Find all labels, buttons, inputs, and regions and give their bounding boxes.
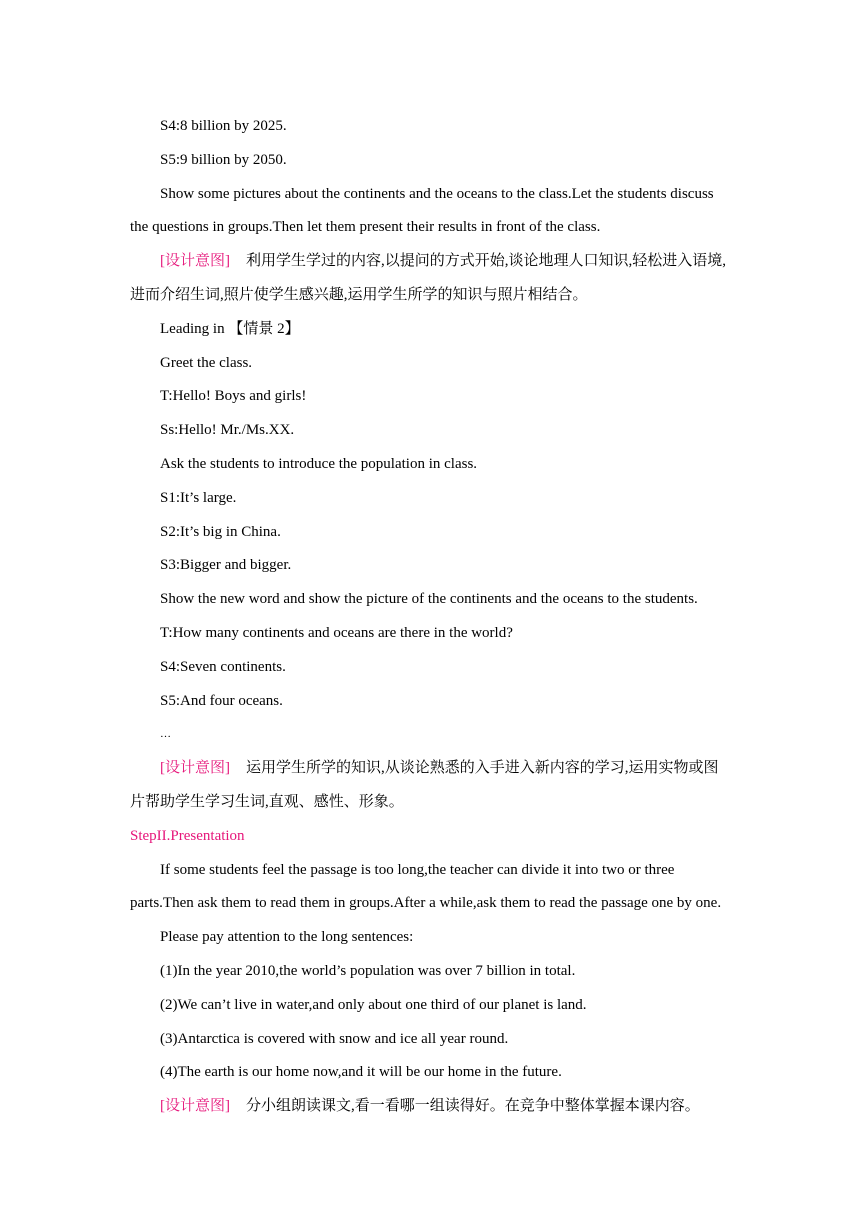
- dialogue-line: S2:It’s big in China.: [160, 523, 281, 540]
- document-body: [130, 110, 730, 1124]
- design-note-continuation: 片帮助学生学习生词,直观、感性、形象。: [130, 793, 404, 810]
- step-heading: StepII.Presentation: [130, 827, 245, 844]
- design-note-text: 分小组朗读课文,看一看哪一组读得好。在竞争中整体掌握本课内容。: [246, 1098, 700, 1115]
- text-line: Please pay attention to the long sentences:: [160, 929, 414, 946]
- text-line: S4:8 billion by 2025.: [160, 118, 287, 134]
- text-line: Show some pictures about the continents and the oceans to the class.Let the students discuss: [160, 185, 714, 202]
- design-note: [130, 752, 730, 786]
- dialogue-line: S4:Seven continents.: [160, 658, 286, 675]
- text-line: parts.Then ask them to read them in groups.After a while,ask them to read the passage one by one.: [130, 895, 722, 912]
- design-note: [130, 245, 730, 279]
- dialogue-line: T:Hello! Boys and girls!: [160, 388, 307, 405]
- design-note-text: 运用学生所学的知识,从谈论熟悉的入手进入新内容的学习,运用实物或图: [246, 760, 719, 777]
- section-label: Leading in 【情景 2】: [160, 320, 300, 337]
- dialogue-line: S3:Bigger and bigger.: [160, 557, 292, 574]
- design-note-tag: [设计意图]: [160, 760, 230, 777]
- dialogue-line: S1:It’s large.: [160, 489, 237, 506]
- dialogue-line: Ss:Hello! Mr./Ms.XX.: [160, 422, 295, 439]
- dialogue-line: S5:And four oceans.: [160, 692, 283, 709]
- dialogue-line: T:How many continents and oceans are there in the world?: [160, 624, 513, 641]
- design-note-text: 利用学生学过的内容,以提问的方式开始,谈论地理人口知识,轻松进入语境,: [246, 253, 727, 270]
- design-note-tag: [设计意图]: [160, 253, 230, 270]
- design-note: [130, 1090, 730, 1124]
- sentence-item: (2)We can’t live in water,and only about one third of our planet is land.: [160, 996, 587, 1013]
- text-line: Show the new word and show the picture of the continents and the oceans to the students.: [160, 591, 698, 608]
- design-note-tag: [设计意图]: [160, 1098, 230, 1115]
- text-line: If some students feel the passage is too long,the teacher can divide it into two or three: [160, 861, 675, 878]
- text-line: the questions in groups.Then let them present their results in front of the class.: [130, 219, 601, 236]
- sentence-item: (4)The earth is our home now,and it will be our home in the future.: [160, 1064, 562, 1081]
- text-line: Greet the class.: [160, 354, 253, 371]
- text-line: Ask the students to introduce the population in class.: [160, 455, 478, 472]
- sentence-item: (1)In the year 2010,the world’s population was over 7 billion in total.: [160, 962, 576, 979]
- text-line: S5:9 billion by 2050.: [160, 151, 287, 168]
- design-note-continuation: 进而介绍生词,照片使学生感兴趣,运用学生所学的知识与照片相结合。: [130, 286, 588, 303]
- sentence-item: (3)Antarctica is covered with snow and ice all year round.: [160, 1030, 509, 1047]
- ellipsis: …: [160, 728, 171, 741]
